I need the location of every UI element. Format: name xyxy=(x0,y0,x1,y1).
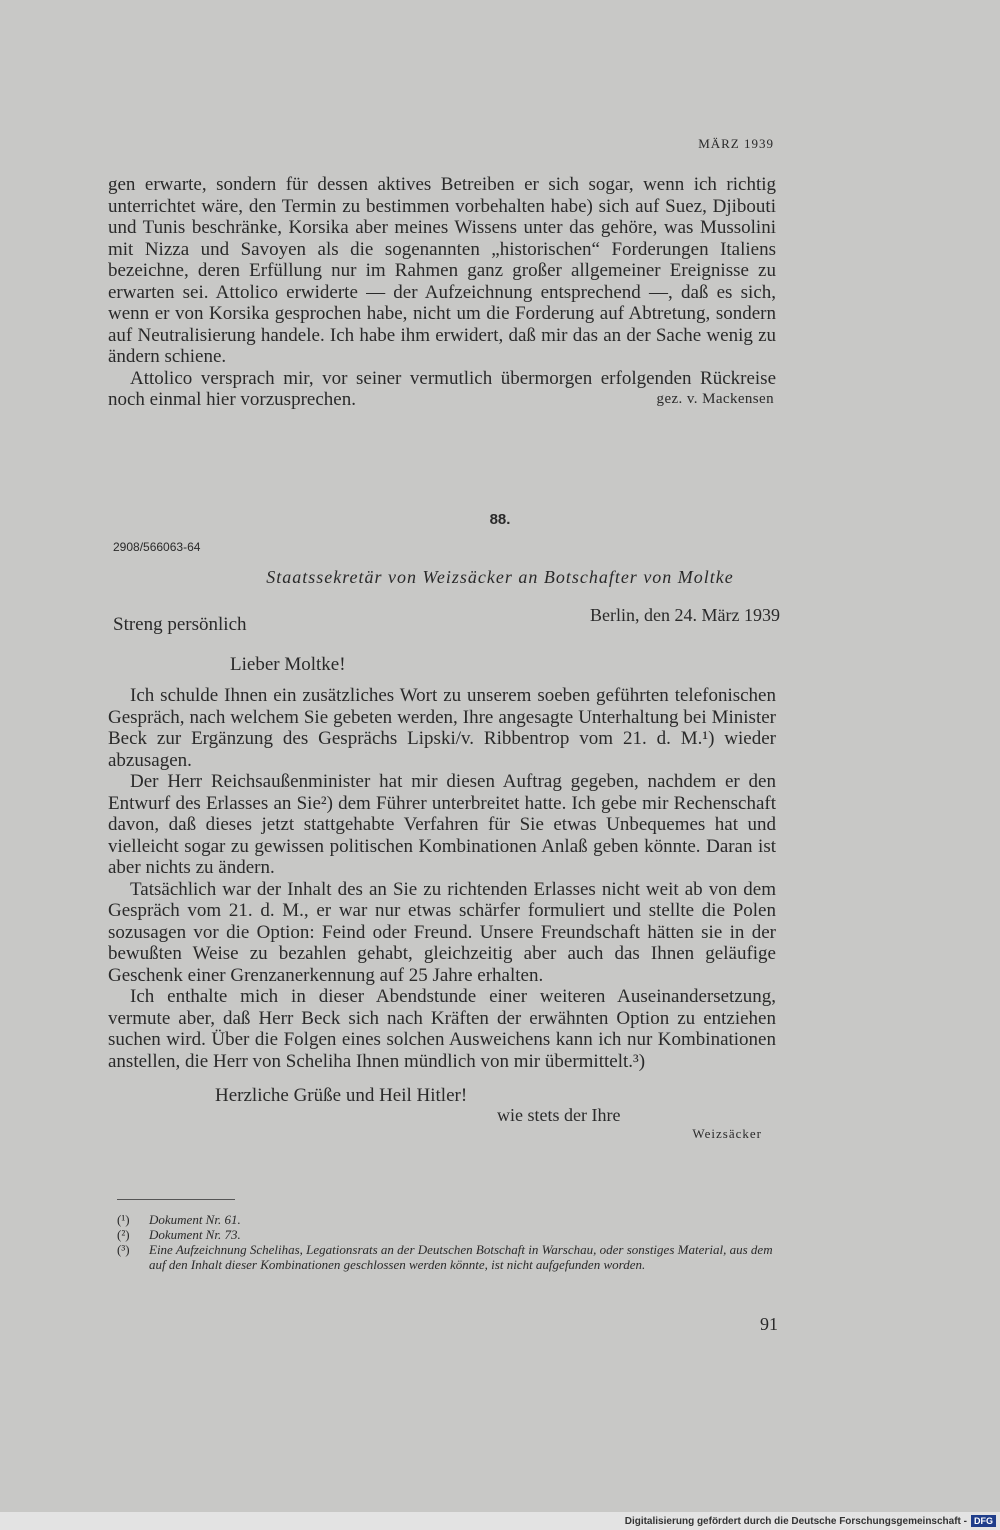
footnote-divider xyxy=(117,1199,235,1200)
footnote-text: Dokument Nr. 61. xyxy=(149,1212,241,1227)
continued-text xyxy=(108,174,776,411)
place-date: Berlin, den 24. März 1939 xyxy=(590,605,780,625)
footnote-number: (³) xyxy=(117,1242,130,1257)
footnote-text: Dokument Nr. 73. xyxy=(149,1227,241,1242)
document-reference: 2908/566063-64 xyxy=(113,540,201,554)
document-title: Staatssekretär von Weizsäcker an Botschafter von Moltke xyxy=(266,567,734,587)
continued-paragraph-1: gen erwarte, sondern für dessen aktives Betreiben er sich sogar, wenn ich richtig unterrichtet wäre, den Termin zu bestimmen vorbehalten habe) sich auf Suez, Djibouti und Tunis beschränke, Korsika aber meines Wissens unter das gehöre, was Mussolini mit Nizza und Savoyen als die sogenannten „historischen“ Forderungen Italiens bezeichne, deren Erfüllung nur im Rahmen ganz großer allgemeiner Ereignisse zu erwarten sei. Attolico erwiderte — der Aufzeichnung entsprechend —, daß es sich, wenn er von Korsika gesprochen habe, nicht um die Forderung auf Abtretung, sondern auf Neutralisierung handele. Ich habe ihm erwidert, daß mir das an der Sache wenig zu ändern schiene. xyxy=(108,174,776,367)
digitization-footer xyxy=(0,1512,1000,1530)
letter-body xyxy=(108,685,776,1072)
continued-paragraph-2: Attolico versprach mir, vor seiner vermutlich übermorgen erfolgenden Rückreise noch einmal hier vorzusprechen. xyxy=(108,367,776,410)
signature-mackensen: gez. v. Mackensen xyxy=(656,391,774,407)
footer-credit: Digitalisierung gefördert durch die Deutsche Forschungsgemeinschaft - xyxy=(624,1515,967,1527)
letter-paragraph-3: Tatsächlich war der Inhalt des an Sie zu richtenden Erlasses nicht weit ab von dem Gespräch vom 21. d. M., er war nur etwas schärfer formuliert und stellte die Polen sozusagen vor die Option: Feind oder Freund. Unsere Freundschaft hätten sie in der bewußten Weise zu bezahlen gehabt, gleichzeitig aber auch das Ihnen geläufige Geschenk einer Grenzanerkennung auf 25 Jahre erhalten. xyxy=(108,878,776,986)
footnote-number: (²) xyxy=(117,1227,130,1242)
closing-line: Herzliche Grüße und Heil Hitler! xyxy=(215,1085,468,1106)
footnote-number: (¹) xyxy=(117,1212,130,1227)
page-number: 91 xyxy=(760,1314,778,1334)
confidentiality-note: Streng persönlich xyxy=(113,614,247,635)
letter-paragraph-4: Ich enthalte mich in dieser Abendstunde einer weiteren Auseinandersetzung, vermute aber, daß Herr Beck sich nach Kräften der erwähnten Option zu entziehen suchen wird. Über die Folgen eines solchen Ausweichens kann ich nur Kombinationen anstellen, die Herr von Scheliha Ihnen mündlich von mir übermittelt.³) xyxy=(108,986,776,1072)
footnotes xyxy=(117,1212,787,1272)
footnote-3 xyxy=(117,1242,787,1272)
footnote-2 xyxy=(117,1227,787,1242)
dfg-logo-icon: DFG xyxy=(971,1515,996,1527)
letter-paragraph-2: Der Herr Reichsaußenminister hat mir diesen Auftrag gegeben, nachdem er den Entwurf des Erlasses an Sie²) dem Führer unterbreitet hatte. Ich gebe mir Rechenschaft davon, daß dieses jetzt stattgehabte Verfahren für Sie etwas Unbequemes hat und vielleicht sogar zu gewissen politischen Kombinationen Anlaß geben könnte. Daran ist aber nichts zu ändern. xyxy=(108,771,776,878)
letter-paragraph-1: Ich schulde Ihnen ein zusätzliches Wort zu unserem soeben geführten telefonischen Gespräch, nach welchem Sie gebeten werden, Ihre angesagte Unterhaltung bei Minister Beck zur Ergänzung des Gesprächs Lipski/v. Ribbentrop vom 21. d. M.¹) wieder abzusagen. xyxy=(108,685,776,771)
footnote-1 xyxy=(117,1212,787,1227)
closing-line-2: wie stets der Ihre xyxy=(497,1105,621,1125)
salutation: Lieber Moltke! xyxy=(230,654,346,675)
signature-weizsaecker: Weizsäcker xyxy=(692,1126,762,1141)
document-number: 88. xyxy=(489,511,511,528)
footnote-text: Eine Aufzeichnung Schelihas, Legationsrats an der Deutschen Botschaft in Warschau, oder sonstiges Material, aus dem auf den Inhalt dieser Kombinationen geschlossen werden könnte, ist nicht aufgefunden worden. xyxy=(149,1242,773,1272)
running-header: MÄRZ 1939 xyxy=(698,136,774,151)
